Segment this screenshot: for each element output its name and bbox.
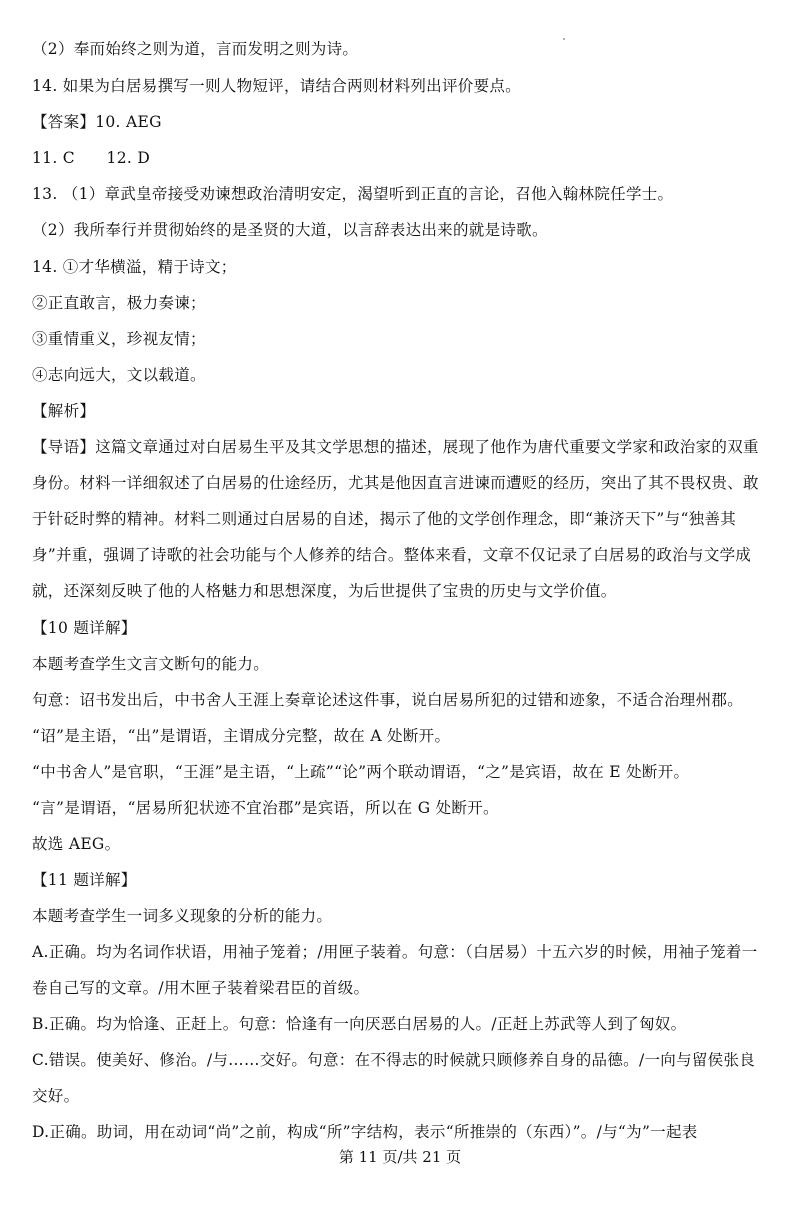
answer-14-2: ②正直敢言，极力奏谏； [32, 294, 206, 312]
intro-paragraph-line: 身”并重，强调了诗歌的社会功能与个人修养的结合。整体来看，文章不仅记录了白居易的政治与文学成 [32, 546, 752, 564]
answer-14-4: ④志向远大，文以载道。 [32, 366, 206, 384]
page-footer: 第 11 页/共 21 页 [338, 1148, 462, 1166]
q11-option-d: D.正确。助词，用在动词“尚”之前，构成“所”字结构，表示“所推崇的（东西）”。/与“为”一起表 [32, 1123, 698, 1141]
intro-paragraph-line: 于针砭时弊的精神。材料二则通过白居易的自述，揭示了他的文学创作理念，即“兼济天下”与“独善其 [32, 510, 737, 528]
answer-14-1: 14. ①才华横溢，精于诗文； [32, 258, 237, 276]
answer-13-1: 13. （1）章武皇帝接受劝谏想政治清明安定，渴望听到正直的言论，召他入翰林院任学士。 [32, 185, 674, 203]
answer-14-3: ③重情重义，珍视友情； [32, 330, 206, 348]
text-line: （2）奉而始终之则为道，言而发明之则为诗。 [32, 40, 359, 58]
q10-text: “诏”是主语，“出”是谓语，主谓成分完整，故在 A 处断开。 [32, 727, 451, 745]
q11-option-c: C.错误。使美好、修治。/与……交好。句意：在不得志的时候就只顾修养自身的品德。/一向与留侯张良 [32, 1051, 756, 1069]
q11-option-c-cont: 交好。 [32, 1087, 80, 1105]
q11-heading: 【11 题详解】 [32, 871, 137, 889]
q10-text: “言”是谓语，“居易所犯状迹不宜治郡”是宾语，所以在 G 处断开。 [32, 799, 499, 817]
intro-paragraph-line: 就，还深刻反映了他的人格魅力和思想深度，为后世提供了宝贵的历史与文学价值。 [32, 582, 617, 600]
answer-11-12: 11. C 12. D [32, 149, 151, 167]
q10-heading: 【10 题详解】 [32, 619, 137, 637]
q11-option-b: B.正确。均为恰逢、正赶上。句意：恰逢有一向厌恶白居易的人。/正赶上苏武等人到了匈奴。 [32, 1015, 687, 1033]
q11-option-a: A.正确。均为名词作状语，用袖子笼着；/用匣子装着。句意：（白居易）十五六岁的时候，用袖子笼着一 [32, 943, 758, 961]
q11-option-a-cont: 卷自己写的文章。/用木匣子装着梁君臣的首级。 [32, 979, 370, 997]
q10-text: 故选 AEG。 [32, 835, 121, 853]
q11-text: 本题考查学生一词多义现象的分析的能力。 [32, 907, 333, 925]
question-14: 14. 如果为白居易撰写一则人物短评，请结合两则材料列出评价要点。 [32, 77, 521, 95]
analysis-heading: 【解析】 [32, 402, 96, 420]
q10-text: 句意：诏书发出后，中书舍人王涯上奏章论述这件事，说白居易所犯的过错和迹象，不适合治理州郡。 [32, 691, 744, 709]
q10-text: “中书舍人”是官职，“王涯”是主语，“上疏”“论”两个联动谓语，“之”是宾语，故在 E 处断开。 [32, 763, 690, 781]
intro-paragraph-line: 【导语】这篇文章通过对白居易生平及其文学思想的描述，展现了他作为唐代重要文学家和政治家的双重 [32, 438, 759, 456]
answer-heading: 【答案】10. AEG [32, 113, 162, 131]
q10-text: 本题考查学生文言文断句的能力。 [32, 655, 270, 673]
intro-paragraph-line: 身份。材料一详细叙述了白居易的仕途经历，尤其是他因直言进谏而遭贬的经历，突出了其不畏权贵、敢 [32, 474, 759, 492]
answer-13-2: （2）我所奉行并贯彻始终的是圣贤的大道，以言辞表达出来的就是诗歌。 [32, 221, 548, 239]
